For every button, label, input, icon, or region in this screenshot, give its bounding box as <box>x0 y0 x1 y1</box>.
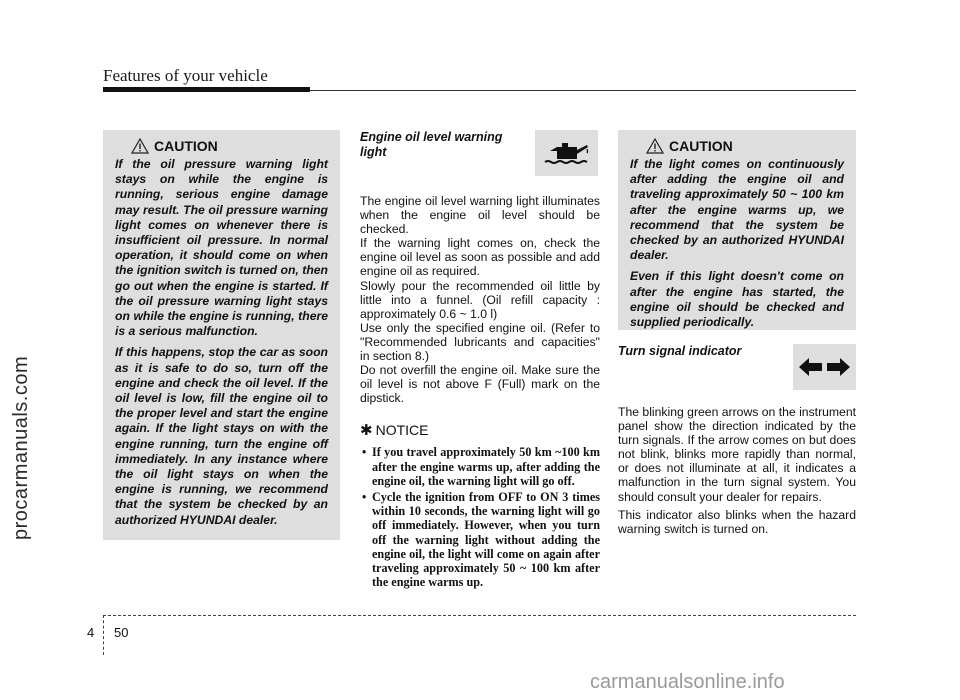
engine-oil-paragraph: Use only the specified engine oil. (Refer to "Recommended lubricants and capacities" in section 8.) <box>360 320 600 364</box>
caution-header <box>630 138 844 154</box>
notice-item: • Cycle the ignition from OFF to ON 3 times within 10 seconds, the warning light will go off immediately. However, when you turn off the warning light without adding the engine oil, the light will come on again after traveling approximately 50 ~ 100 km after the engine warms up. <box>360 490 600 589</box>
caution-title: CAUTION <box>669 138 733 154</box>
caution-paragraph: If this happens, stop the car as soon as it is safe to do so, turn off the engine and check the oil level. If the oil level is low, fill the engine oil to the proper level and start the engine again. If the light stays on with the engine running, turn the engine off immediately. In any instance where the oil light stays on when the engine is running, we recommend that the system be checked by an authorized HYUNDAI dealer. <box>115 345 328 527</box>
notice-header <box>360 421 600 439</box>
caution-box-oil-level <box>618 130 856 330</box>
turn-signal-heading: Turn signal indicator <box>618 344 742 358</box>
turn-signal-paragraph: The blinking green arrows on the instrument panel show the direction indicated by the turn signals. If the arrow comes on but does not blink, blinks more rapidly than normal, or does not illuminate at all, it indicates a malfunction in the turn signal system. You should consult your dealer for repairs. <box>618 405 856 504</box>
footer-divider <box>103 615 104 655</box>
engine-oil-paragraph: Do not overfill the engine oil. Make sure the oil level is not above F (Full) mark on the dipstick. <box>360 363 600 406</box>
oil-can-icon <box>535 130 598 176</box>
page-section-number: 4 <box>87 625 95 640</box>
warning-triangle-icon <box>646 138 664 154</box>
notice-title: NOTICE <box>375 422 429 439</box>
engine-oil-paragraph: The engine oil level warning light illuminates when the engine oil level should be checked. <box>360 194 600 237</box>
side-watermark: procarmanuals.com <box>10 355 32 540</box>
engine-oil-heading: Engine oil level warning light <box>360 130 503 159</box>
engine-oil-paragraph: If the warning light comes on, check the engine oil level as soon as possible and add engine oil as required. <box>360 236 600 279</box>
engine-oil-paragraph: Slowly pour the recommended oil little by little into a funnel. (Oil refill capacity : approximately 0.6 ~ 1.0 l) <box>360 278 600 321</box>
warning-triangle-icon <box>131 138 149 154</box>
bottom-watermark: carmanualsonline.info <box>590 671 785 693</box>
caution-paragraph: Even if this light doesn't come on after the engine has started, the engine oil should be checked and supplied periodically. <box>630 269 844 330</box>
caution-paragraph: If the light comes on continuously after adding the engine oil and traveling approximately 50 ~ 100 km after the engine warms up, we recommend that the system be checked by an authorized HYUNDAI dealer. <box>630 157 844 263</box>
page-header-title: Features of your vehicle <box>103 66 268 85</box>
notice-item: • If you travel approximately 50 km ~100 km after the engine warms up, after adding the engine oil, the warning light will go off. <box>360 445 600 488</box>
engine-oil-section <box>360 130 600 591</box>
notice-list <box>360 445 600 589</box>
oil-level-icon-tile <box>535 130 598 176</box>
caution-header <box>115 138 328 154</box>
turn-signal-paragraph: This indicator also blinks when the hazard warning switch is turned on. <box>618 507 856 536</box>
turn-signal-section <box>618 344 856 536</box>
caution-paragraph: If the oil pressure warning light stays on while the engine is running, serious engine damage may result. The oil pressure warning light comes on whenever there is insufficient oil pressure. In normal operation, it should come on when the ignition switch is turned on, then go out when the engine is started. If the oil pressure warning light stays on while the engine is running, there is a serious malfunction. <box>115 157 328 339</box>
caution-box-oil-pressure <box>103 130 340 540</box>
notice-star-icon: ✱ <box>360 422 373 440</box>
caution-title: CAUTION <box>154 138 218 154</box>
header-rule-thin <box>310 90 856 91</box>
page-number: 50 <box>114 625 129 640</box>
footer-rule <box>103 615 856 616</box>
header-rule-thick <box>103 87 310 92</box>
